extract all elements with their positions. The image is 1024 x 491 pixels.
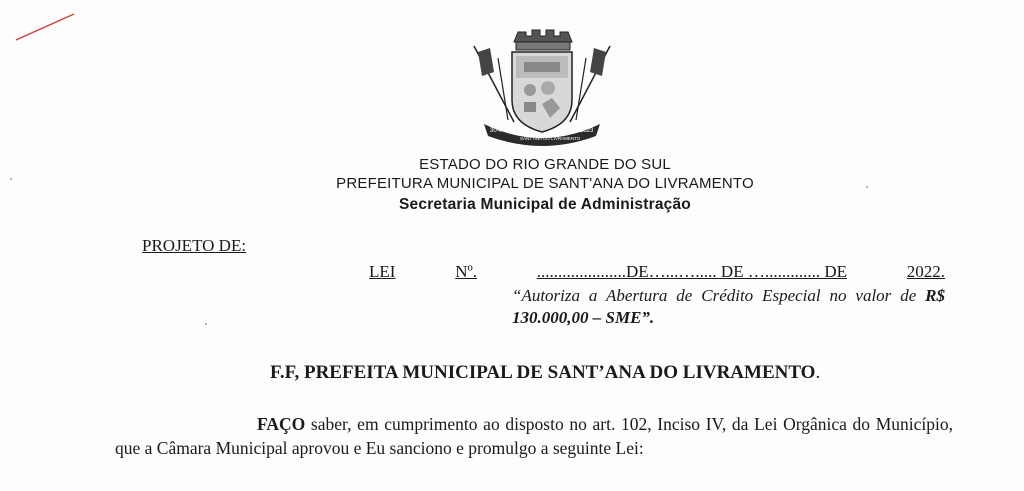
municipal-coat-of-arms [468, 28, 616, 146]
scan-speck [866, 186, 868, 188]
lei-number-abbrev: Nº. [455, 262, 477, 281]
faco-word: FAÇO [257, 414, 306, 434]
prefeita-line [270, 362, 820, 384]
prefecture-heading: PREFEITURA MUNICIPAL DE SANT'ANA DO LIVRAMENTO [336, 175, 754, 192]
body-paragraph [115, 412, 953, 460]
body-text: saber, em cumprimento ao disposto no art. 102, Inciso IV, da Lei Orgânica do Município, que a Câmara Municipal aprovou e Eu sanciono e promulgo a seguinte Lei: [115, 414, 953, 458]
scan-speck [205, 323, 207, 325]
crest-ribbon-text: SANT'ANA DO LIVRAMENTO [520, 136, 581, 141]
secretariat-heading: Secretaria Municipal de Administração [399, 196, 691, 213]
crest-year-label: 1823 [580, 128, 594, 134]
pen-stroke-mark [14, 10, 78, 42]
lei-number-line [369, 262, 945, 282]
scan-speck [10, 178, 12, 180]
ementa-text [512, 285, 945, 329]
ementa-prefix: “Autoriza a Abertura de Crédito Especial no valor de [512, 286, 926, 305]
crest-date-label: 30-07 [490, 128, 506, 134]
prefeita-title: F.F, PREFEITA MUNICIPAL DE SANT’ANA DO LIVRAMENTO [270, 362, 816, 383]
state-heading: ESTADO DO RIO GRANDE DO SUL [419, 156, 671, 173]
lei-year: 2022. [906, 262, 945, 281]
projeto-label: PROJETO DE: [142, 236, 247, 255]
prefeita-dot: . [815, 362, 821, 383]
lei-word: LEI [369, 262, 396, 281]
lei-date-blanks: .....................DE…...…..... DE …............. DE [536, 262, 847, 281]
ementa-value: R$ 130.000,00 – SME”. [512, 286, 945, 327]
